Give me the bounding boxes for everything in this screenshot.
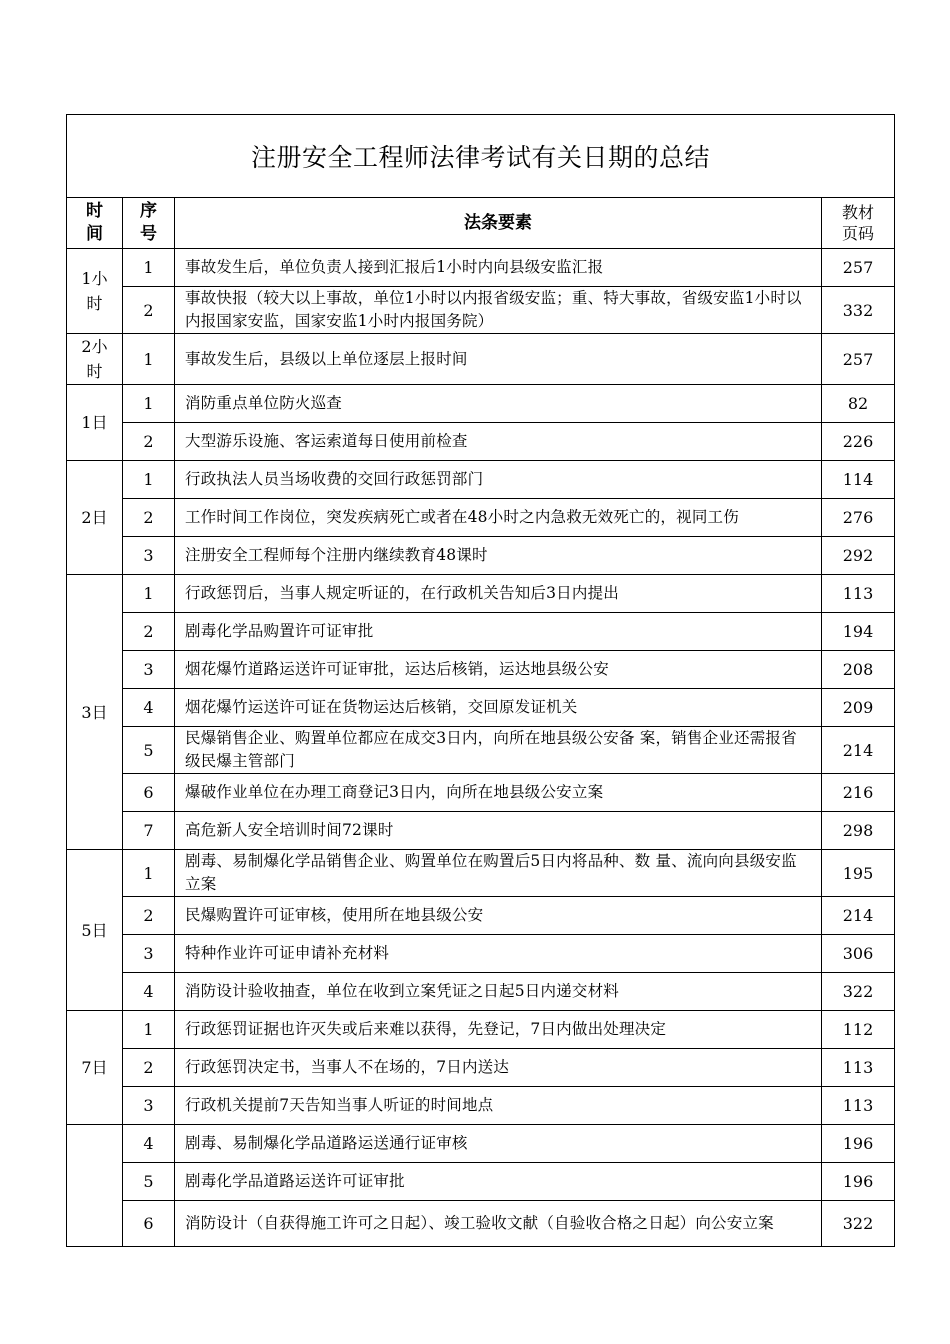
table-row <box>67 850 895 897</box>
page-cell: 226 <box>822 423 895 461</box>
document-title: 注册安全工程师法律考试有关日期的总结 <box>67 115 895 198</box>
index-cell: 3 <box>123 651 175 689</box>
header-time: 时间 <box>67 198 123 249</box>
content-cell: 行政执法人员当场收费的交回行政惩罚部门 <box>175 461 822 499</box>
page-cell: 114 <box>822 461 895 499</box>
table-row <box>67 287 895 334</box>
header-row <box>67 198 895 249</box>
table-row <box>67 651 895 689</box>
content-cell: 高危新人安全培训时间72课时 <box>175 812 822 850</box>
page-cell: 112 <box>822 1011 895 1049</box>
table-row <box>67 575 895 613</box>
index-cell: 5 <box>123 727 175 774</box>
content-cell: 事故快报（较大以上事故，单位1小时以内报省级安监；重、特大事故，省级安监1小时以内报国家安监，国家安监1小时内报国务院） <box>175 287 822 334</box>
table-row <box>67 897 895 935</box>
table-row <box>67 1087 895 1125</box>
page-cell: 195 <box>822 850 895 897</box>
page-cell: 257 <box>822 249 895 287</box>
index-cell: 2 <box>123 423 175 461</box>
index-cell: 1 <box>123 850 175 897</box>
page-cell: 292 <box>822 537 895 575</box>
content-cell: 剧毒、易制爆化学品销售企业、购置单位在购置后5日内将品种、数 量、流向向县级安监立案 <box>175 850 822 897</box>
table-row <box>67 334 895 385</box>
index-cell: 1 <box>123 334 175 385</box>
table-row <box>67 973 895 1011</box>
title-row <box>67 115 895 198</box>
time-cell: 5日 <box>67 850 123 1011</box>
page-cell: 194 <box>822 613 895 651</box>
table-row <box>67 935 895 973</box>
table-row <box>67 1163 895 1201</box>
time-cell: 7日 <box>67 1011 123 1125</box>
index-cell: 7 <box>123 812 175 850</box>
time-cell: 1小时 <box>67 249 123 334</box>
content-cell: 特种作业许可证申请补充材料 <box>175 935 822 973</box>
content-cell: 烟花爆竹道路运送许可证审批，运达后核销，运达地县级公安 <box>175 651 822 689</box>
content-cell: 剧毒化学品道路运送许可证审批 <box>175 1163 822 1201</box>
table-row <box>67 1011 895 1049</box>
time-cell: 2日 <box>67 461 123 575</box>
index-cell: 4 <box>123 973 175 1011</box>
page-cell: 196 <box>822 1163 895 1201</box>
time-cell: 3日 <box>67 575 123 850</box>
content-cell: 民爆销售企业、购置单位都应在成交3日内，向所在地县级公安备 案，销售企业还需报省级民爆主管部门 <box>175 727 822 774</box>
index-cell: 3 <box>123 935 175 973</box>
index-cell: 1 <box>123 1011 175 1049</box>
content-cell: 工作时间工作岗位，突发疾病死亡或者在48小时之内急救无效死亡的，视同工伤 <box>175 499 822 537</box>
index-cell: 5 <box>123 1163 175 1201</box>
index-cell: 2 <box>123 499 175 537</box>
table-row <box>67 689 895 727</box>
table-row <box>67 249 895 287</box>
table-row <box>67 613 895 651</box>
table-row <box>67 385 895 423</box>
content-cell: 事故发生后，单位负责人接到汇报后1小时内向县级安监汇报 <box>175 249 822 287</box>
index-cell: 4 <box>123 1125 175 1163</box>
table-row <box>67 1125 895 1163</box>
page-cell: 214 <box>822 897 895 935</box>
page-cell: 257 <box>822 334 895 385</box>
page-cell: 196 <box>822 1125 895 1163</box>
content-cell: 剧毒、易制爆化学品道路运送通行证审核 <box>175 1125 822 1163</box>
index-cell: 3 <box>123 537 175 575</box>
content-cell: 注册安全工程师每个注册内继续教育48课时 <box>175 537 822 575</box>
page-cell: 216 <box>822 774 895 812</box>
page-cell: 322 <box>822 973 895 1011</box>
content-cell: 民爆购置许可证审核，使用所在地县级公安 <box>175 897 822 935</box>
table-row <box>67 537 895 575</box>
content-cell: 消防设计（自获得施工许可之日起）、竣工验收文献（自验收合格之日起）向公安立案 <box>175 1201 822 1247</box>
index-cell: 1 <box>123 575 175 613</box>
time-cell: 1日 <box>67 385 123 461</box>
table-row <box>67 423 895 461</box>
table-row <box>67 499 895 537</box>
page-cell: 113 <box>822 1087 895 1125</box>
page-cell: 209 <box>822 689 895 727</box>
index-cell: 2 <box>123 897 175 935</box>
content-cell: 烟花爆竹运送许可证在货物运达后核销，交回原发证机关 <box>175 689 822 727</box>
header-page: 教材页码 <box>822 198 895 249</box>
page-cell: 322 <box>822 1201 895 1247</box>
time-cell: 2小时 <box>67 334 123 385</box>
page-cell: 276 <box>822 499 895 537</box>
page-cell: 298 <box>822 812 895 850</box>
summary-table <box>66 114 895 1247</box>
header-index: 序号 <box>123 198 175 249</box>
content-cell: 行政惩罚后，当事人规定听证的，在行政机关告知后3日内提出 <box>175 575 822 613</box>
page-cell: 332 <box>822 287 895 334</box>
content-cell: 大型游乐设施、客运索道每日使用前检查 <box>175 423 822 461</box>
content-cell: 剧毒化学品购置许可证审批 <box>175 613 822 651</box>
page-cell: 82 <box>822 385 895 423</box>
table-row <box>67 812 895 850</box>
index-cell: 6 <box>123 1201 175 1247</box>
page-cell: 208 <box>822 651 895 689</box>
index-cell: 6 <box>123 774 175 812</box>
index-cell: 1 <box>123 385 175 423</box>
index-cell: 1 <box>123 461 175 499</box>
page-cell: 113 <box>822 1049 895 1087</box>
table-row <box>67 774 895 812</box>
index-cell: 2 <box>123 613 175 651</box>
index-cell: 2 <box>123 1049 175 1087</box>
table-row <box>67 461 895 499</box>
content-cell: 行政机关提前7天告知当事人听证的时间地点 <box>175 1087 822 1125</box>
content-cell: 行政惩罚证据也许灭失或后来难以获得，先登记，7日内做出处理决定 <box>175 1011 822 1049</box>
index-cell: 1 <box>123 249 175 287</box>
page-cell: 214 <box>822 727 895 774</box>
table-row <box>67 1049 895 1087</box>
page-cell: 306 <box>822 935 895 973</box>
table-row <box>67 727 895 774</box>
index-cell: 3 <box>123 1087 175 1125</box>
content-cell: 消防重点单位防火巡查 <box>175 385 822 423</box>
time-cell <box>67 1125 123 1247</box>
page-cell: 113 <box>822 575 895 613</box>
header-content: 法条要素 <box>175 198 822 249</box>
content-cell: 行政惩罚决定书，当事人不在场的，7日内送达 <box>175 1049 822 1087</box>
content-cell: 爆破作业单位在办理工商登记3日内，向所在地县级公安立案 <box>175 774 822 812</box>
table-row <box>67 1201 895 1247</box>
content-cell: 消防设计验收抽查，单位在收到立案凭证之日起5日内递交材料 <box>175 973 822 1011</box>
content-cell: 事故发生后，县级以上单位逐层上报时间 <box>175 334 822 385</box>
index-cell: 4 <box>123 689 175 727</box>
index-cell: 2 <box>123 287 175 334</box>
